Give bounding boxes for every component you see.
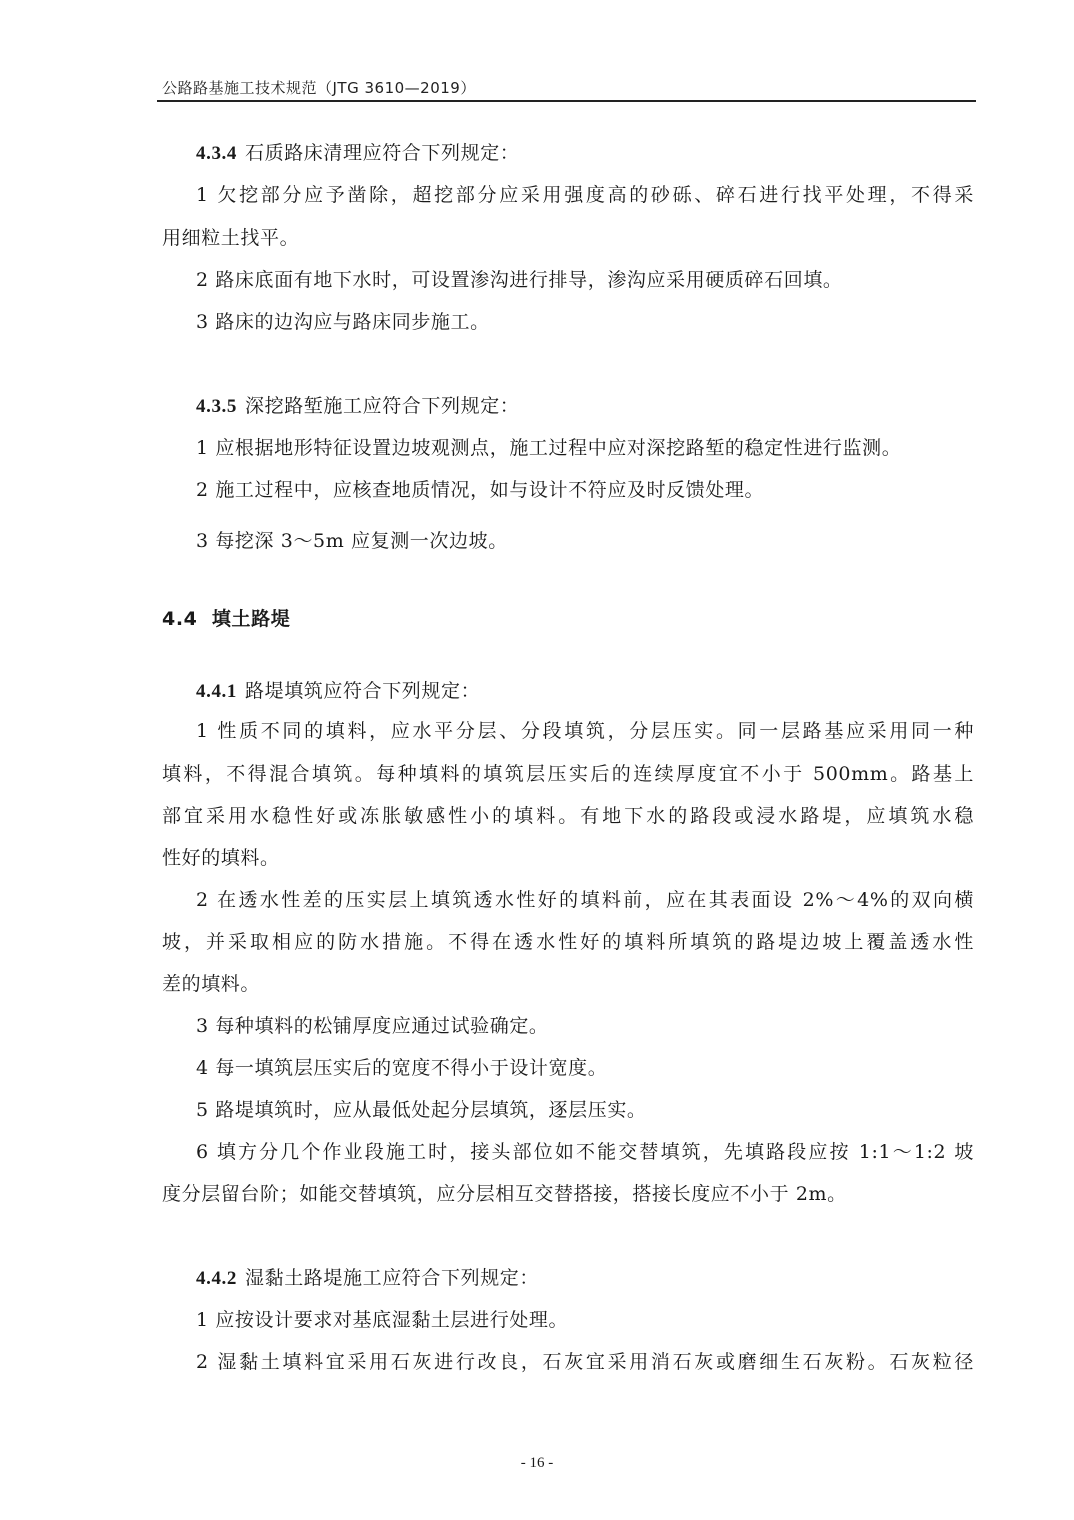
clause-item: 1 应根据地形特征设置边坡观测点，施工过程中应对深挖路堑的稳定性进行监测。 — [196, 437, 902, 459]
clause-item: 2 施工过程中，应核查地质情况，如与设计不符应及时反馈处理。 — [196, 479, 765, 501]
clause-item: 3 路床的边沟应与路床同步施工。 — [196, 311, 490, 333]
clause-item: 1 欠挖部分应予凿除，超挖部分应采用强度高的砂砾、碎石进行找平处理，不得采 — [196, 184, 974, 206]
header-divider — [157, 100, 976, 102]
clause-item: 4 每一填筑层压实后的宽度不得小于设计宽度。 — [196, 1057, 608, 1079]
clause-item: 3 每挖深 3～5m 应复测一次边坡。 — [196, 530, 508, 552]
clause-item-continuation: 性好的填料。 — [162, 847, 280, 869]
clause-number: 4.3.4 — [196, 143, 237, 164]
clause-item: 6 填方分几个作业段施工时，接头部位如不能交替填筑，先填路段应按 1:1～1:2 坡 — [196, 1141, 974, 1163]
clause-title: 湿黏土路堤施工应符合下列规定： — [245, 1267, 540, 1289]
clause-item: 2 在透水性差的压实层上填筑透水性好的填料前，应在其表面设 2%～4%的双向横 — [196, 889, 974, 911]
clause-heading-4-4-1 — [196, 679, 974, 704]
clause-item: 5 路堤填筑时，应从最低处起分层填筑，逐层压实。 — [196, 1099, 647, 1121]
clause-heading-4-3-5 — [196, 394, 974, 419]
clause-item: 1 应按设计要求对基底湿黏土层进行处理。 — [196, 1309, 569, 1331]
section-heading-4-4 — [162, 607, 974, 631]
clause-item-continuation: 部宜采用水稳性好或冻胀敏感性小的填料。有地下水的路段或浸水路堤，应填筑水稳 — [162, 805, 974, 827]
clause-item: 1 性质不同的填料，应水平分层、分段填筑，分层压实。同一层路基应采用同一种 — [196, 720, 974, 742]
running-header: 公路路基施工技术规范（JTG 3610—2019） — [162, 79, 476, 97]
clause-item-continuation: 差的填料。 — [162, 973, 261, 995]
clause-title: 深挖路堑施工应符合下列规定： — [245, 395, 520, 417]
clause-heading-4-3-4 — [196, 141, 974, 166]
clause-item: 2 湿黏土填料宜采用石灰进行改良，石灰宜采用消石灰或磨细生石灰粉。石灰粒径 — [196, 1351, 974, 1373]
clause-item-continuation: 用细粒土找平。 — [162, 227, 300, 249]
clause-heading-4-4-2 — [196, 1266, 974, 1291]
page-number: - 16 - — [520, 1455, 554, 1471]
clause-item-continuation: 填料，不得混合填筑。每种填料的填筑层压实后的连续厚度宜不小于 500mm。路基上 — [162, 763, 974, 785]
clause-number: 4.4.2 — [196, 1268, 237, 1289]
clause-item-continuation: 坡，并采取相应的防水措施。不得在透水性好的填料所填筑的路堤边坡上覆盖透水性 — [162, 931, 974, 953]
section-number: 4.4 — [162, 608, 198, 630]
clause-number: 4.4.1 — [196, 681, 237, 702]
clause-item-continuation: 度分层留台阶；如能交替填筑，应分层相互交替搭接，搭接长度应不小于 2m。 — [162, 1183, 847, 1205]
section-title: 填土路堤 — [211, 608, 291, 630]
clause-number: 4.3.5 — [196, 396, 237, 417]
clause-item: 3 每种填料的松铺厚度应通过试验确定。 — [196, 1015, 549, 1037]
clause-title: 路堤填筑应符合下列规定： — [245, 680, 481, 702]
clause-title: 石质路床清理应符合下列规定： — [245, 142, 520, 164]
clause-item: 2 路床底面有地下水时，可设置渗沟进行排导，渗沟应采用硬质碎石回填。 — [196, 269, 843, 291]
